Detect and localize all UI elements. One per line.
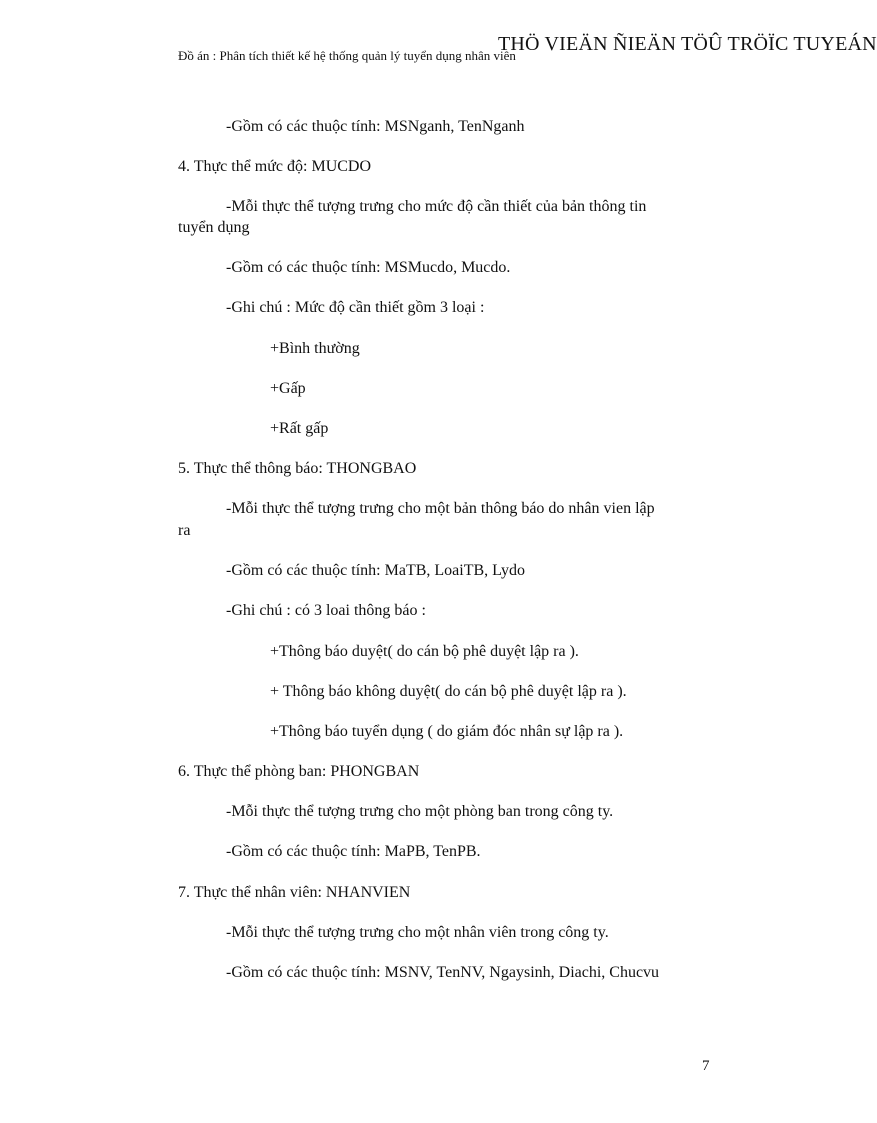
attribute-line: -Gồm có các thuộc tính: MaTB, LoaiTB, Lydo	[226, 562, 526, 579]
attribute-line: -Gồm có các thuộc tính: MSNganh, TenNganh	[226, 118, 525, 135]
section-heading: 4. Thực thể mức độ: MUCDO	[178, 158, 372, 175]
list-item: +Gấp	[270, 380, 306, 397]
watermark-text: THÖ VIEÄN ÑIEÄN TÖÛ TRÖÏC TUYEÁN	[498, 33, 877, 55]
section-heading: 5. Thực thể thông báo: THONGBAO	[178, 460, 417, 477]
section-heading: 7. Thực thể nhân viên: NHANVIEN	[178, 884, 411, 901]
running-header-title: Đồ án : Phân tích thiết kế hệ thống quản lý tuyển dụng nhân viên	[178, 48, 516, 63]
description-line: -Mỗi thực thể tượng trưng cho một bản thông báo do nhân vien lập	[226, 500, 655, 517]
description-line: -Mỗi thực thể tượng trưng cho một nhân viên trong công ty.	[226, 924, 609, 941]
page-number: 7	[702, 1058, 710, 1074]
description-line: -Mỗi thực thể tượng trưng cho mức độ cần thiết của bản thông tin	[226, 198, 647, 215]
list-item: +Thông báo duyệt( do cán bộ phê duyệt lập ra ).	[270, 643, 579, 660]
note-line: -Ghi chú : Mức độ cần thiết gồm 3 loại :	[226, 299, 485, 316]
attribute-line: -Gồm có các thuộc tính: MSMucdo, Mucdo.	[226, 259, 511, 276]
section-heading: 6. Thực thể phòng ban: PHONGBAN	[178, 763, 420, 780]
attribute-line: -Gồm có các thuộc tính: MSNV, TenNV, Ngaysinh, Diachi, Chucvu	[226, 964, 660, 981]
description-line-continued: ra	[178, 522, 191, 539]
list-item: + Thông báo không duyệt( do cán bộ phê duyệt lập ra ).	[270, 683, 627, 700]
list-item: +Rất gấp	[270, 420, 329, 437]
description-line: -Mỗi thực thể tượng trưng cho một phòng ban trong công ty.	[226, 803, 614, 820]
note-line: -Ghi chú : có 3 loai thông báo :	[226, 602, 426, 619]
list-item: +Thông báo tuyển dụng ( do giám đóc nhân sự lập ra ).	[270, 723, 624, 740]
description-line-continued: tuyển dụng	[178, 219, 250, 236]
list-item: +Bình thường	[270, 340, 360, 357]
attribute-line: -Gồm có các thuộc tính: MaPB, TenPB.	[226, 843, 481, 860]
